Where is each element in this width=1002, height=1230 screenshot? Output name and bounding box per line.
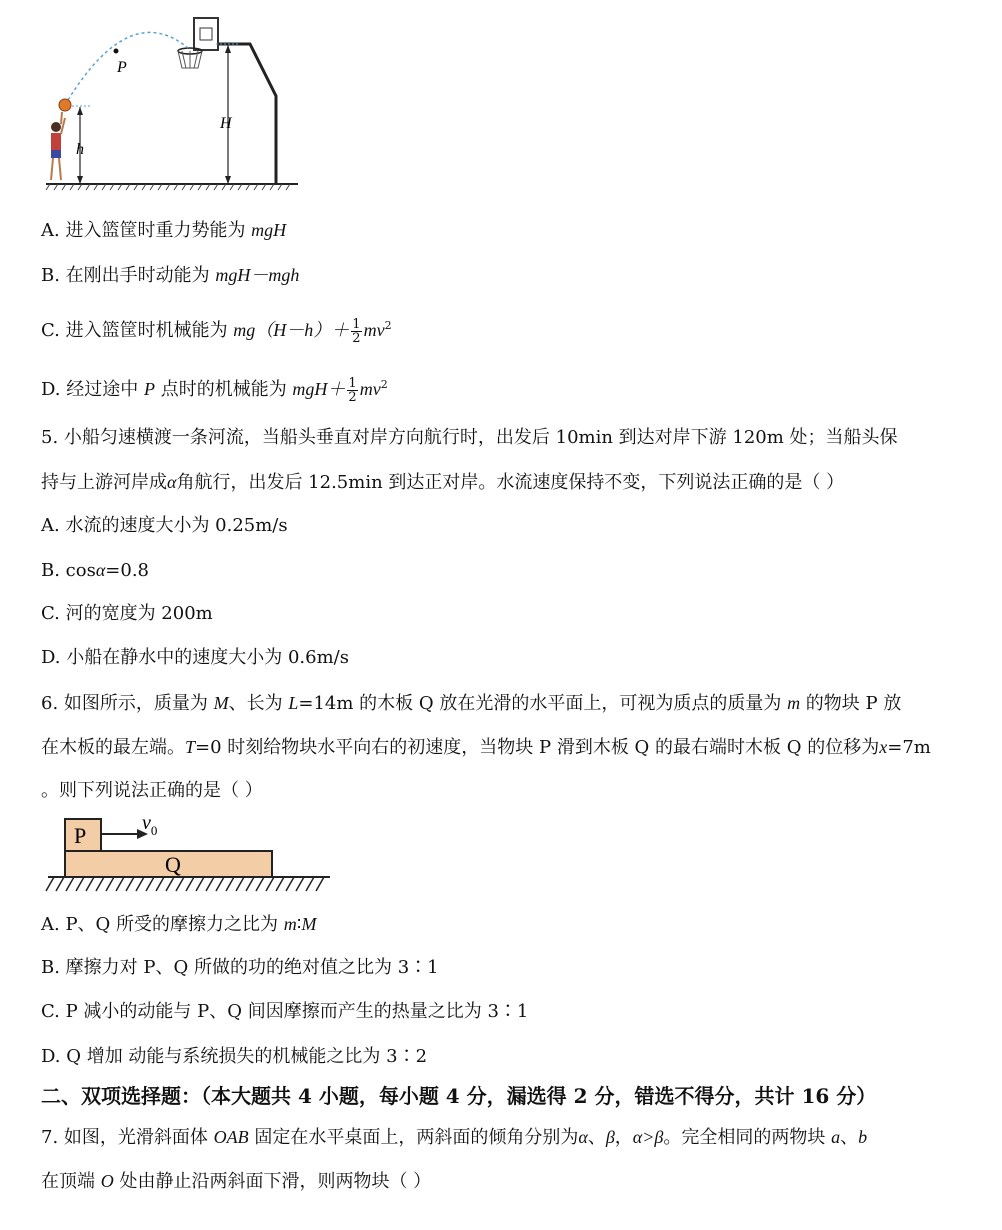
- q7-stem-line2: 在顶端 O 处由静止沿两斜面下滑，则两物块（ ）: [41, 1171, 432, 1192]
- q6-stem-line3: 。则下列说法正确的是（ ）: [41, 780, 263, 801]
- q6-stem-line2: 在木板的最左端。T=0 时刻给物块水平向右的初速度，当物块 P 滑到木板 Q 的最右端时木板 Q 的位移为x=7m: [41, 737, 931, 758]
- q7-stem-line1: 7. 如图，光滑斜面体 OAB 固定在水平桌面上，两斜面的倾角分别为α、β，α>β。完全相同的两物块 a、b: [41, 1127, 868, 1148]
- q5-option-b: B. cosα=0.8: [41, 560, 149, 581]
- q6-option-c: C. P 减小的动能与 P、Q 间因摩擦而产生的热量之比为 3∶1: [41, 1001, 529, 1022]
- basketball-figure: [40, 8, 300, 203]
- q6-option-b: B. 摩擦力对 P、Q 所做的功的绝对值之比为 3∶1: [41, 957, 439, 978]
- q6-option-d: D. Q 增加 动能与系统损失的机械能之比为 3∶2: [41, 1046, 428, 1067]
- q5-stem-line2: 持与上游河岸成α角航行，出发后 12.5min 到达正对岸。水流速度保持不变，下列说法正确的是（ ）: [41, 472, 845, 493]
- label-small-h: h: [76, 141, 84, 158]
- label-block-p: P: [74, 823, 87, 848]
- fraction-half: $\frac{1}{2}$: [348, 375, 357, 405]
- q5-option-d: D. 小船在静水中的速度大小为 0.6m/s: [41, 647, 349, 668]
- q6-stem-line1: 6. 如图所示，质量为 M、长为 L=14m 的木板 Q 放在光滑的水平面上，可视为质点的质量为 m 的物块 P 放: [41, 693, 902, 714]
- point-p-marker: [114, 49, 119, 54]
- q5-stem-line1: 5. 小船匀速横渡一条河流，当船头垂直对岸方向航行时，出发后 10min 到达对岸下游 120m 处；当船头保: [41, 427, 898, 448]
- fraction-half: $\frac{1}{2}$: [352, 316, 361, 346]
- label-big-h: H: [220, 115, 232, 132]
- q4-option-b: B. 在刚出手时动能为 mgH－mgh: [41, 265, 300, 286]
- q4-option-d: D. 经过途中 P 点时的机械能为 mgH＋ $\frac{1}{2}$ $mv^2$: [41, 375, 388, 405]
- section-2-heading: 二、双项选择题：（本大题共 4 小题，每小题 4 分，漏选得 2 分，错选不得分，共计 16 分）: [41, 1084, 877, 1108]
- label-board-q: Q: [165, 852, 181, 877]
- q6-option-a: A. P、Q 所受的摩擦力之比为 m∶M: [41, 914, 317, 935]
- q4-option-a: A. 进入篮筐时重力势能为 mgH: [41, 220, 287, 241]
- label-p: P: [117, 59, 127, 76]
- q5-option-c: C. 河的宽度为 200m: [41, 603, 213, 624]
- label-velocity: $v_0$: [142, 813, 158, 838]
- q5-option-a: A. 水流的速度大小为 0.25m/s: [41, 515, 288, 536]
- q4-option-c: C. 进入篮筐时机械能为 mg（H－h）＋ $\frac{1}{2}$ $mv^2$: [41, 316, 392, 346]
- block-board-figure: [44, 813, 344, 898]
